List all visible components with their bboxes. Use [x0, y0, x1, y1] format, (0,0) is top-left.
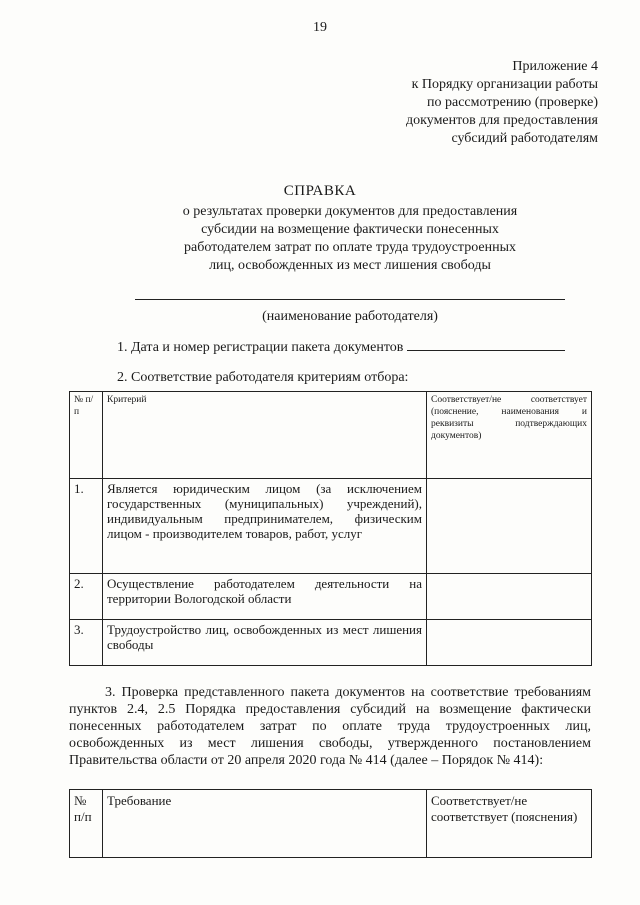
document-title: СПРАВКА — [283, 183, 357, 199]
row-criterion: Является юридическим лицом (за исключением государственных (муниципальных) учреждений), индивидуальным предпринимателем, физическим лицом - производителем товаров, работ, услуг — [103, 479, 427, 574]
header-requirement: Требование — [103, 790, 427, 858]
row-num: 3. — [70, 620, 103, 666]
document-subtitle — [90, 203, 610, 275]
header-compliance: Соответствует/не соответствует (пояснения) — [427, 790, 592, 858]
header-compliance: Соответствует/не соответствует (пояснение, наименования и реквизиты подтверждающих документов) — [427, 392, 592, 479]
header-criterion: Критерий — [103, 392, 427, 479]
subtitle-line: лиц, освобожденных из мест лишения свободы — [209, 258, 491, 273]
item-requirements-paragraph: 3. Проверка представленного пакета документов на соответствие требованиям пунктов 2.4, 2.5 Порядка предоставления субсидий на возмещение фактически понесенных работодателем затрат по оплате труда трудоустроенных лиц, освобожденных из мест лишения свободы, утвержденного постановлением Правительства области от 20 апреля 2020 года № 414 (далее – Порядок № 414): — [69, 685, 591, 768]
item-criteria-label: 2. Соответствие работодателя критериям отбора: — [117, 370, 409, 385]
row-criterion: Осуществление работодателем деятельности на территории Вологодской области — [103, 574, 427, 620]
appendix-line: к Порядку организации работы — [411, 77, 598, 92]
appendix-block — [406, 58, 598, 148]
table-row — [70, 620, 592, 666]
requirements-table — [69, 789, 592, 858]
row-num: 2. — [70, 574, 103, 620]
criteria-header-row — [70, 392, 592, 479]
appendix-line: по рассмотрению (проверке) — [427, 95, 598, 110]
header-num: № п/п — [70, 790, 103, 858]
page-number: 19 — [313, 20, 327, 35]
header-num: № п/п — [70, 392, 103, 479]
subtitle-line: субсидии на возмещение фактически понесенных — [201, 222, 499, 237]
appendix-line: субсидий работодателям — [451, 131, 598, 146]
appendix-line: документов для предоставления — [406, 113, 598, 128]
row-compliance-cell[interactable] — [427, 620, 592, 666]
criteria-table — [69, 391, 592, 666]
registration-blank-field[interactable] — [407, 336, 565, 351]
table-row — [70, 574, 592, 620]
table-row — [70, 479, 592, 574]
subtitle-line: работодателем затрат по оплате труда трудоустроенных — [184, 240, 516, 255]
requirements-header-row — [70, 790, 592, 858]
row-num: 1. — [70, 479, 103, 574]
row-criterion: Трудоустройство лиц, освобожденных из мест лишения свободы — [103, 620, 427, 666]
row-compliance-cell[interactable] — [427, 479, 592, 574]
employer-name-line[interactable] — [135, 299, 565, 300]
row-compliance-cell[interactable] — [427, 574, 592, 620]
employer-name-caption: (наименование работодателя) — [262, 309, 438, 324]
appendix-line: Приложение 4 — [512, 59, 598, 74]
item-registration — [117, 336, 565, 356]
subtitle-line: о результатах проверки документов для предоставления — [182, 204, 518, 219]
registration-label: 1. Дата и номер регистрации пакета документов — [117, 340, 404, 355]
